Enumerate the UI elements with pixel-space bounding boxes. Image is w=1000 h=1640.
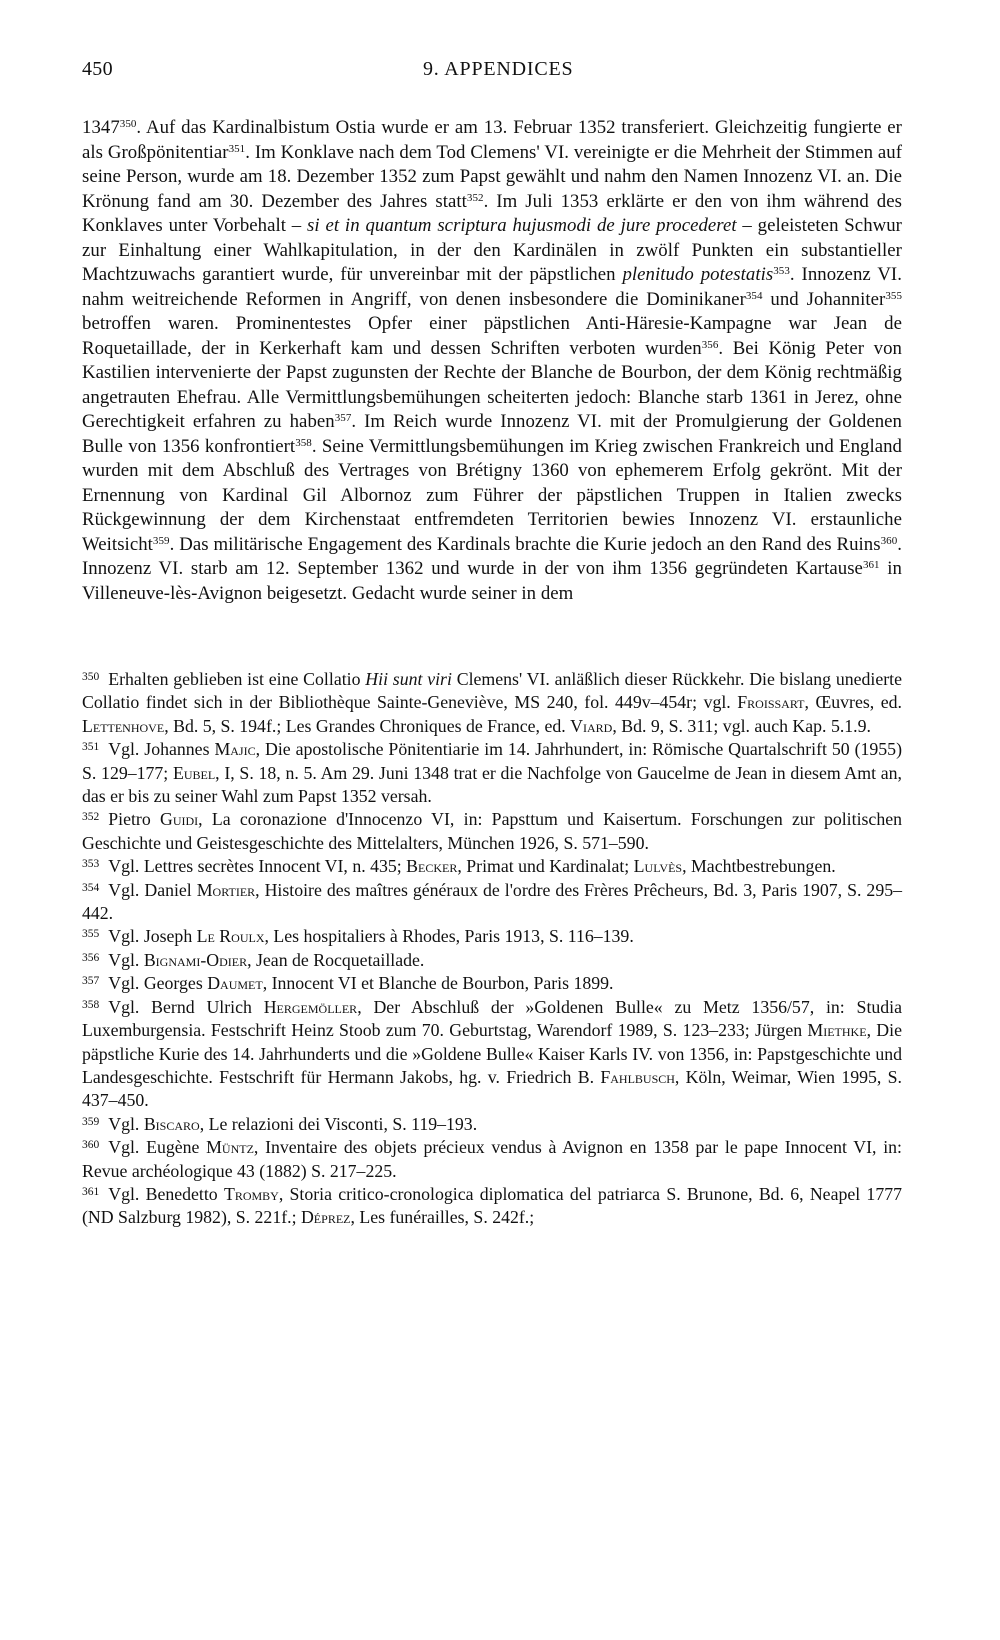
footnote-text: , Le relazioni dei Visconti, S. 119–193. — [199, 1113, 478, 1134]
author-name: Guidi — [160, 809, 199, 830]
footnote-number: 354 — [82, 881, 100, 894]
footnote-text: Vgl. Daniel — [108, 879, 197, 900]
footnote-text: , Bd. 9, S. 311; vgl. auch Kap. 5.1.9. — [612, 715, 871, 736]
text-run: . Innozenz VI. nahm weitreichende Reformen in Angriff, von denen insbesondere die Dominikaner — [82, 264, 902, 310]
footnote-text: Vgl. Johannes — [108, 739, 215, 760]
author-name: Daumet — [207, 973, 263, 994]
footnote-350 — [82, 668, 902, 738]
author-name: Mortier — [196, 879, 256, 900]
footnote-351 — [82, 738, 902, 808]
footnote-reference: 357 — [334, 412, 352, 424]
footnote-text: , Les hospitaliers à Rhodes, Paris 1913, S. 116–139. — [264, 926, 634, 947]
footnote-text: , Die päpstliche Kurie des 14. Jahrhunderts und die »Goldene Bulle« Kaiser Karls IV. von 1356, in: Papstgeschichte und Landesgeschichte. Festschrift für Hermann Jakobs, hg. v. Friedrich B. — [82, 1020, 902, 1087]
author-name: Müntz — [206, 1137, 254, 1158]
footnote-reference: 360 — [880, 534, 898, 547]
footnote-360 — [82, 1136, 902, 1183]
footnote-text: , I, S. 18, n. 5. Am 29. Juni 1348 trat er die Nachfolge von Gaucelme de Jean in diesem Amt an, das er bis zu seiner Wahl zum Papst 1352 versah. — [82, 762, 902, 807]
author-name: Lulvès — [633, 856, 683, 877]
author-name: Tromby — [223, 1183, 279, 1204]
footnote-reference: 354 — [745, 289, 763, 302]
footnote-356 — [82, 949, 902, 972]
footnote-number: 360 — [82, 1139, 100, 1152]
author-name: Déprez — [300, 1207, 351, 1228]
text-run: und Johanniter — [762, 288, 886, 310]
running-head — [82, 58, 902, 92]
text-run: betroffen waren. Prominentestes Opfer einer päpstlichen Anti-Häresie-Kampagne war Jean de Roquetaillade, der in Kerkerhaft kam und dessen Schriften verboten wurden — [82, 313, 902, 359]
footnote-number: 350 — [82, 671, 100, 683]
author-name: Hergemöller — [263, 996, 358, 1017]
footnote-text: Vgl. Joseph — [108, 926, 197, 947]
footnotes-section — [82, 668, 902, 1230]
footnote-text: Erhalten geblieben ist eine Collatio — [108, 669, 366, 689]
text-run: . Seine Vermittlungsbemühungen im Krieg zwischen Frankreich und England wurden mit dem Abschluß des Vertrages von Brétigny 1360 von ephemerem Erfolg gekrönt. Mit der Ernennung von Kardinal Gil Albornoz zum Führer der päpstlichen Truppen in Italien zwecks Rückgewinnung der dem Kirchenstaat entfremdeten Territorien bewies Innozenz VI. erstaunliche Weitsicht — [82, 435, 902, 555]
footnote-text: , Innocent VI et Blanche de Bourbon, Paris 1899. — [262, 973, 614, 994]
footnote-text: Clemens' VI. anläßlich dieser Rückkehr. Die bislang unedierte Collatio findet sich in der Bibliothèque Sainte-Geneviève, MS 240, fol. 449v–454r; vgl. — [82, 669, 902, 713]
footnote-358 — [82, 996, 902, 1113]
footnote-number: 356 — [82, 951, 100, 964]
footnote-text: , Primat und Kardinalat; — [457, 856, 634, 877]
author-name: Miethke — [807, 1020, 867, 1041]
book-page — [82, 58, 902, 1230]
page-number: 450 — [82, 58, 113, 80]
footnote-reference: 356 — [701, 338, 719, 351]
footnote-number: 353 — [82, 858, 100, 871]
text-run: . Bei König Peter von Kastilien intervenierte der Papst zugunsten der Rechte der Blanche de Bourbon, der dem König rechtmäßig angetrauten Ehefrau. Alle Vermittlungsbemühungen scheiterten jedoch: Blanche starb 1361 in Jerez, ohne Gerechtigkeit erfahren zu haben — [82, 337, 902, 432]
footnote-text: , Bd. 5, S. 194f.; Les Grandes Chroniques de France, ed. — [164, 715, 571, 736]
footnote-reference: 361 — [862, 559, 880, 571]
footnote-text: Vgl. Georges — [108, 973, 208, 994]
footnote-number: 352 — [82, 811, 100, 824]
author-name: Froissart — [737, 692, 805, 713]
latin-quotation: si et in quantum scriptura hujusmodi de jure procederet — [307, 215, 737, 236]
footnote-text: , Jean de Rocquetaillade. — [247, 949, 425, 970]
text-run: 1347 — [82, 117, 120, 138]
footnote-text: , Die apostolische Pönitentiarie im 14. Jahrhundert, in: Römische Quartalschrift 50 (1955) S. 129–177; — [82, 739, 902, 783]
footnote-text: Vgl. Eugène — [108, 1137, 207, 1158]
text-run: in Villeneuve-lès-Avignon beigesetzt. Gedacht wurde seiner in dem — [82, 558, 902, 604]
footnote-italic: Hii sunt viri — [365, 669, 452, 689]
text-run: . Auf das Kardinalbistum Ostia wurde er am 13. Februar 1352 transferiert. Gleichzeitig fungierte er als Großpönitentiar — [82, 117, 902, 163]
footnote-353 — [82, 855, 902, 878]
footnote-text: , Der Abschluß der »Goldenen Bulle« zu Metz 1356/57, in: Studia Luxemburgensia. Festschrift Heinz Stoob zum 70. Geburtstag, Warendorf 1989, S. 123–233; Jürgen — [82, 996, 902, 1041]
footnote-reference: 351 — [228, 142, 246, 155]
footnote-text: , Inventaire des objets précieux vendus à Avignon en 1358 par le pape Innocent VI, in: Revue archéologique 43 (1882) S. 217–225. — [82, 1137, 902, 1181]
text-run: – geleisteten Schwur zur Einhaltung einer Wahlkapitulation, in der den Kardinälen in zwölf Punkten ein substantieller Machtzuwachs garantiert wurde, für unvereinbar mit der päpstlichen — [82, 215, 902, 285]
author-name: Le Roulx — [196, 926, 265, 947]
footnote-reference: 358 — [295, 436, 312, 449]
footnote-text: , Œuvres, ed. — [804, 692, 902, 713]
latin-term: plenitudo potestatis — [622, 264, 774, 285]
author-name: Eubel — [172, 762, 216, 783]
footnote-text: , Les funérailles, S. 242f.; — [350, 1207, 535, 1228]
footnote-number: 351 — [82, 741, 100, 754]
footnote-reference: 355 — [885, 289, 903, 302]
author-name: Biscaro — [143, 1113, 200, 1134]
footnote-text: , Köln, Weimar, Wien 1995, S. 437–450. — [82, 1066, 902, 1111]
footnote-text: Vgl. Benedetto — [108, 1183, 224, 1204]
text-run: . Im Juli 1353 erklärte er den von ihm während des Konklaves unter Vorbehalt – — [82, 190, 902, 236]
author-name: Viard — [570, 715, 613, 736]
author-name: Fahlbusch — [600, 1066, 675, 1087]
footnote-reference: 359 — [152, 534, 170, 547]
author-name: Becker — [406, 856, 458, 877]
chapter-title: 9. APPENDICES — [423, 58, 574, 80]
text-run: . Das militärische Engagement des Kardinals brachte die Kurie jedoch an den Rand des Ruins — [169, 533, 881, 555]
footnote-text: Vgl. Bernd Ulrich — [108, 996, 264, 1017]
footnote-number: 358 — [82, 998, 100, 1011]
text-run: . Im Reich wurde Innozenz VI. mit der Promulgierung der Goldenen Bulle von 1356 konfrontiert — [82, 411, 903, 457]
text-run: . Im Konklave nach dem Tod Clemens' VI. vereinigte er die Mehrheit der Stimmen auf seine Person, wurde am 18. Dezember 1352 zum Papst gewählt und nahm den Namen Innozenz VI. an. Die Krönung fand am 30. Dezember des Jahres statt — [82, 141, 902, 212]
author-name: Bignami-Odier — [143, 949, 248, 970]
footnote-reference: 350 — [119, 118, 137, 130]
footnote-reference: 352 — [466, 191, 484, 204]
footnote-text: , Storia critico-cronologica diplomatica del patriarca S. Brunone, Bd. 6, Neapel 1777 (ND Salzburg 1982), S. 221f.; — [82, 1183, 902, 1228]
footnote-357 — [82, 972, 902, 995]
footnote-number: 355 — [82, 928, 100, 941]
footnote-361 — [82, 1183, 902, 1230]
footnote-reference: 353 — [773, 265, 790, 277]
footnote-number: 361 — [82, 1185, 100, 1198]
main-paragraph — [82, 116, 902, 606]
footnote-text: , La coronazione d'Innocenzo VI, in: Papsttum und Kaisertum. Forschungen zur politischen Geschichte und Geistesgeschichte des Mittelalters, München 1926, S. 571–590. — [82, 809, 902, 853]
footnote-355 — [82, 925, 902, 948]
footnote-text: Pietro — [108, 809, 160, 830]
footnote-text: Vgl. — [108, 949, 144, 970]
author-name: Majic — [214, 739, 256, 760]
footnote-number: 359 — [82, 1115, 100, 1128]
footnote-text: Vgl. — [108, 1113, 144, 1134]
footnote-354 — [82, 879, 902, 926]
text-run: . Innozenz VI. starb am 12. September 1362 und wurde in der von ihm 1356 gegründeten Kartause — [82, 533, 902, 579]
footnote-text: Vgl. Lettres secrètes Innocent VI, n. 435; — [108, 856, 407, 877]
footnote-text: , Machtbestrebungen. — [682, 856, 836, 877]
footnote-text: , Histoire des maîtres généraux de l'ordre des Frères Prêcheurs, Bd. 3, Paris 1907, S. 295–442. — [82, 879, 902, 924]
author-name: Lettenhove — [82, 715, 165, 736]
footnote-352 — [82, 808, 902, 855]
footnote-359 — [82, 1113, 902, 1136]
footnote-number: 357 — [82, 975, 100, 988]
